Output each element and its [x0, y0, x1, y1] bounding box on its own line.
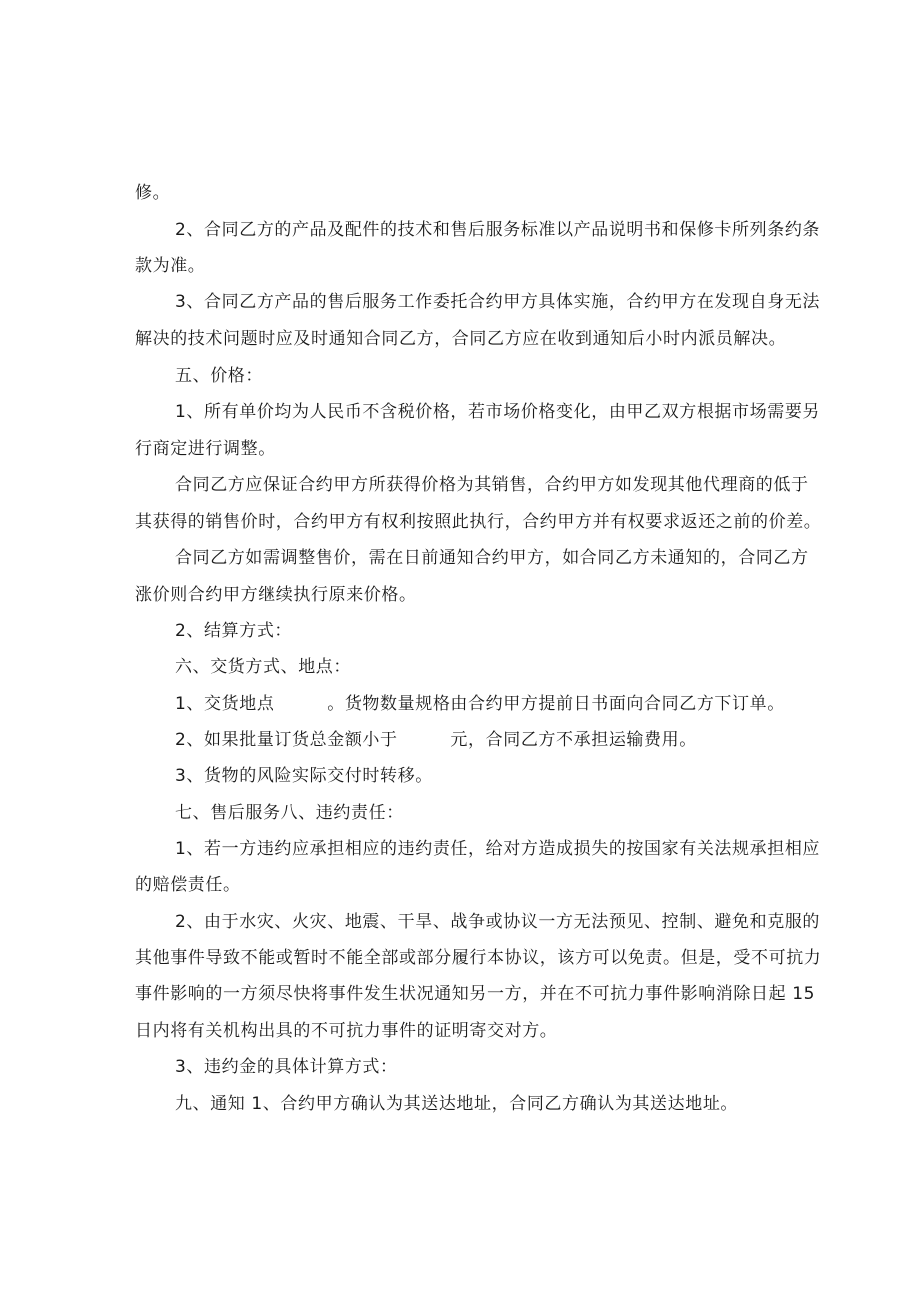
text-line: 日内将有关机构出具的不可抗力事件的证明寄交对方。: [135, 1021, 558, 1041]
text-line: 涨价则合约甲方继续执行原来价格。: [135, 585, 417, 605]
text-line: 修。: [135, 183, 171, 203]
text-line: 2、如果批量订货总金额小于 元，合同乙方不承担运输费用。: [175, 730, 697, 750]
text-line: 解决的技术问题时应及时通知合同乙方，合同乙方应在收到通知后小时内派员解决。: [135, 329, 787, 349]
text-line: 合同乙方如需调整售价，需在日前通知合约甲方，如合同乙方未通知的，合同乙方: [175, 548, 809, 568]
text-line: 其他事件导致不能或暂时不能全部或部分履行本协议，该方可以免责。但是，受不可抗力: [135, 948, 822, 968]
text-line: 1、若一方违约应承担相应的违约责任，给对方造成损失的按国家有关法规承担相应: [175, 839, 821, 859]
text-line: 其获得的销售价时，合约甲方有权利按照此执行，合约甲方并有权要求返还之前的价差。: [135, 512, 822, 532]
text-line: 的赔偿责任。: [135, 875, 241, 895]
text-line: 1、交货地点 。货物数量规格由合约甲方提前日书面向合同乙方下订单。: [175, 694, 785, 714]
section-heading: 五、价格：: [175, 366, 263, 386]
section-heading: 七、售后服务八、违约责任：: [175, 803, 404, 823]
section-heading: 九、通知 1、合约甲方确认为其送达地址，合同乙方确认为其送达地址。: [175, 1094, 739, 1114]
section-heading: 六、交货方式、地点：: [175, 657, 351, 677]
text-line: 3、合同乙方产品的售后服务工作委托合约甲方具体实施，合约甲方在发现自身无法: [175, 292, 821, 312]
text-line: 款为准。: [135, 256, 206, 276]
text-line: 3、违约金的具体计算方式：: [175, 1057, 398, 1077]
text-line: 行商定进行调整。: [135, 439, 276, 459]
text-line: 2、由于水灾、火灾、地震、干旱、战争或协议一方无法预见、控制、避免和克服的: [175, 912, 821, 932]
text-line: 事件影响的一方须尽快将事件发生状况通知另一方，并在不可抗力事件影响消除日起 15: [135, 984, 816, 1004]
text-line: 合同乙方应保证合约甲方所获得价格为其销售，合约甲方如发现其他代理商的低于: [175, 475, 809, 495]
text-line: 1、所有单价均为人民币不含税价格，若市场价格变化，由甲乙双方根据市场需要另: [175, 402, 821, 422]
text-line: 3、货物的风险实际交付时转移。: [175, 766, 433, 786]
text-line: 2、结算方式：: [175, 621, 293, 641]
text-line: 2、合同乙方的产品及配件的技术和售后服务标准以产品说明书和保修卡所列条约条: [175, 220, 821, 240]
